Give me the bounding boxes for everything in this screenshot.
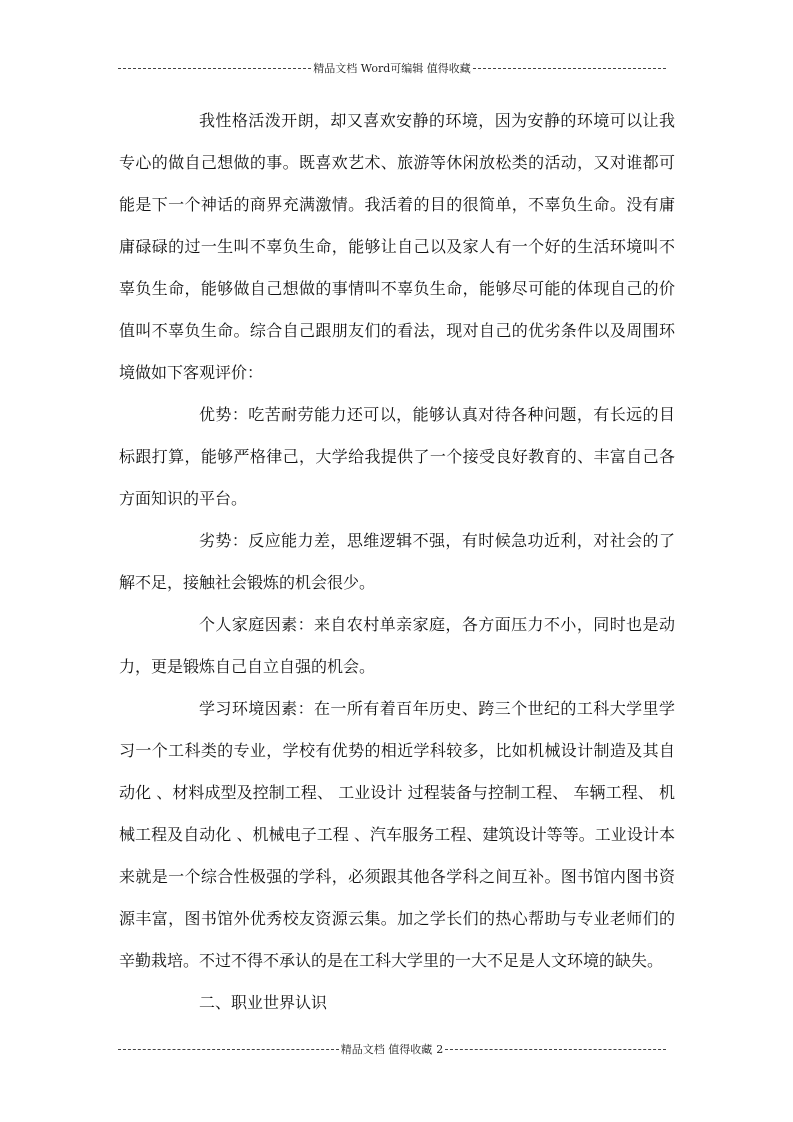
document-body bbox=[119, 100, 675, 1024]
header-text: 精品文档 Word可编辑 值得收藏 bbox=[313, 62, 471, 75]
footer-rule-right bbox=[445, 1049, 666, 1050]
header-rule-left bbox=[118, 68, 311, 69]
paragraph-family-factors: 个人家庭因素：来自农村单亲家庭，各方面压力不小，同时也是动力，更是锻炼自己自立自强的机会。 bbox=[119, 615, 675, 676]
paragraph-self-intro: 我性格活泼开朗，却又喜欢安静的环境，因为安静的环境可以让我专心的做自己想做的事。既喜欢艺术、旅游等休闲放松类的活动，又对谁都可能是下一个神话的商界充满激情。我活着的目的很简单，不辜负生命。没有庸庸碌碌的过一生叫不辜负生命，能够让自己以及家人有一个好的生活环境叫不辜负生命，能够做自己想做的事情叫不辜负生命，能够尽可能的体现自己的价值叫不辜负生命。综合自己跟朋友们的看法，现对自己的优劣条件以及周围环境做如下客观评价： bbox=[119, 111, 675, 382]
page-header bbox=[118, 60, 666, 76]
page-footer bbox=[118, 1041, 666, 1057]
paragraph-weaknesses: 劣势：反应能力差，思维逻辑不强，有时候急功近利，对社会的了解不足，接触社会锻炼的机会很少。 bbox=[119, 531, 675, 592]
footer-text: 精品文档 值得收藏 bbox=[340, 1043, 433, 1056]
header-rule-right bbox=[473, 68, 666, 69]
page-number: 2 bbox=[436, 1042, 444, 1056]
section-heading-career-world: 二、职业世界认识 bbox=[199, 993, 328, 1012]
footer-rule-left bbox=[118, 1049, 339, 1050]
paragraph-study-environment: 学习环境因素：在一所有着百年历史、跨三个世纪的工科大学里学习一个工科类的专业，学校有优势的相近学科较多，比如机械设计制造及其自动化 、材料成型及控制工程、 工业设计 过程装备与控制工程、 车辆工程、 机械工程及自动化 、机械电子工程 、汽车服务工程、建筑设计等等。工业设计本来就是一个综合性极强的学科，必须跟其他各学科之间互补。图书馆内图书资源丰富，图书馆外优秀校友资源云集。加之学长们的热心帮助与专业老师们的辛勤栽培。不过不得不承认的是在工科大学里的一大不足是人文环境的缺失。 bbox=[119, 699, 675, 970]
paragraph-strengths: 优势：吃苦耐劳能力还可以，能够认真对待各种问题，有长远的目标跟打算，能够严格律己，大学给我提供了一个接受良好教育的、丰富自己各方面知识的平台。 bbox=[119, 405, 675, 508]
